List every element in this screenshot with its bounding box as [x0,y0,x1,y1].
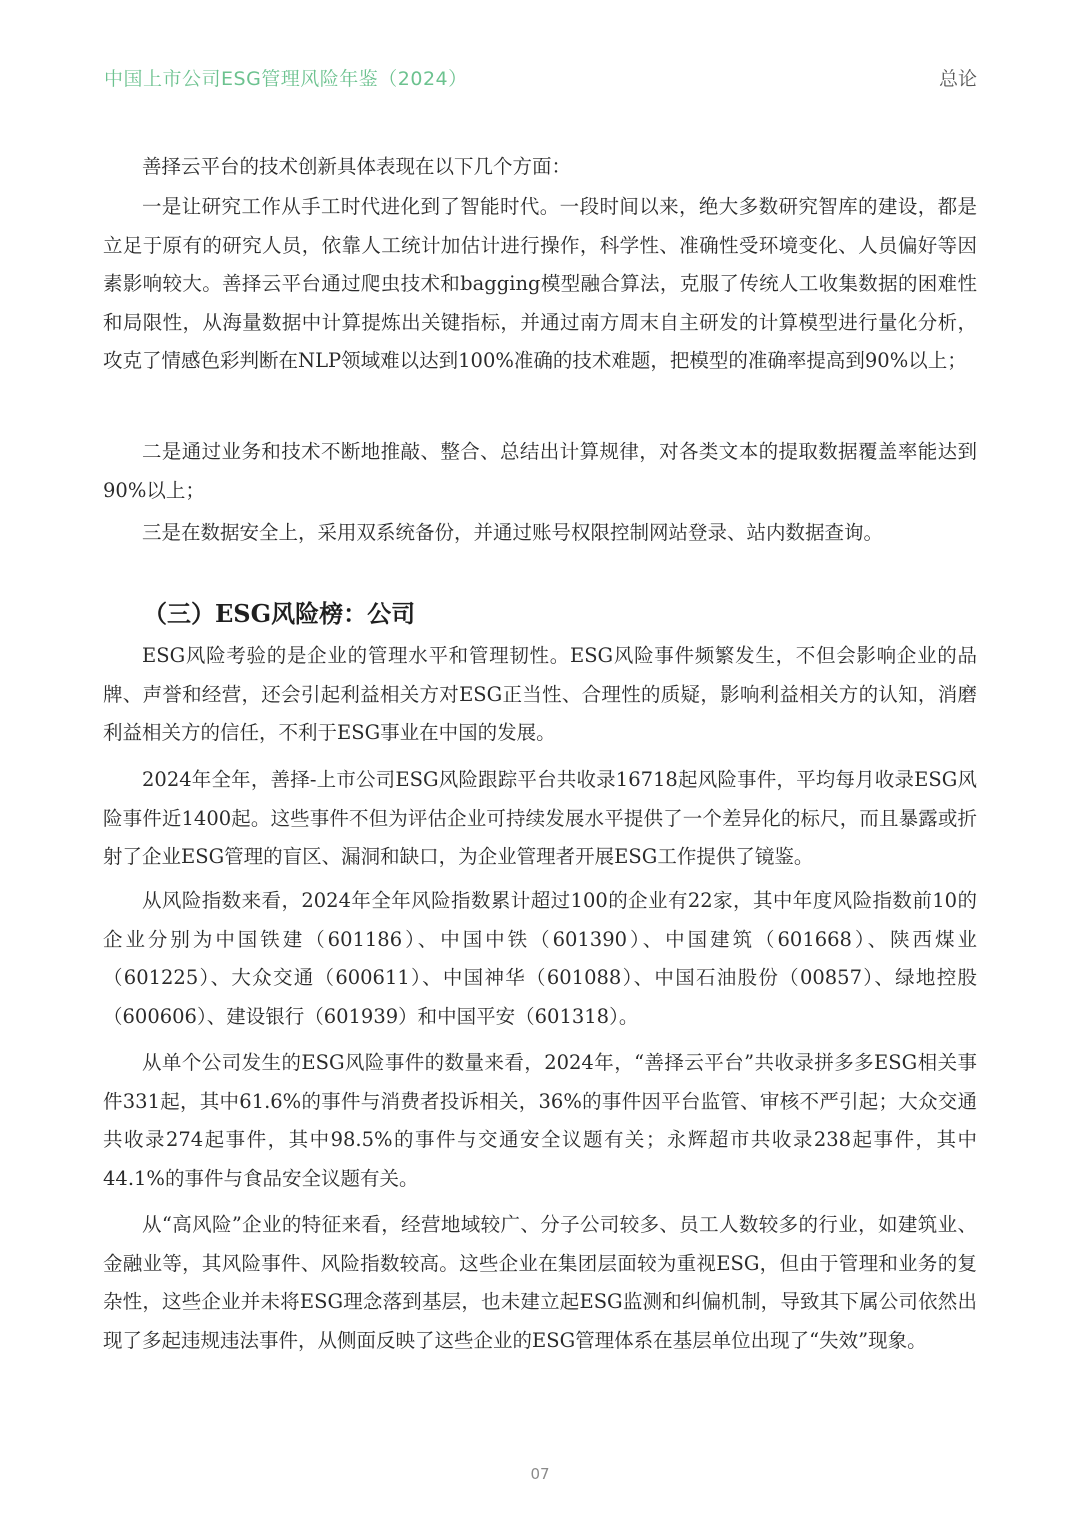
section-paragraph-4: 从单个公司发生的ESG风险事件的数量来看，2024年，“善择云平台”共收录拼多多ESG相关事件331起，其中61.6%的事件与消费者投诉相关，36%的事件因平台监管、审核不严引起；大众交通共收录274起事件，其中98.5%的事件与交通安全议题有关；永辉超市共收录238起事件，其中44.1%的事件与食品安全议题有关。 [103,1051,977,1190]
section-paragraph-3: 从风险指数来看，2024年全年风险指数累计超过100的企业有22家，其中年度风险指数前10的企业分别为中国铁建（601186）、中国中铁（601390）、中国建筑（601668）、陕西煤业（601225）、大众交通（600611）、中国神华（601088）、中国石油股份（00857）、绿地控股（600606）、建设银行（601939）和中国平安（601318）。 [103,889,977,1028]
section-heading: （三）ESG风险榜：公司 [143,599,416,628]
intro-point-2-paragraph: 二是通过业务和技术不断地推敲、整合、总结出计算规律，对各类文本的提取数据覆盖率能达到90%以上； [103,440,977,502]
section-paragraph-1: ESG风险考验的是企业的管理水平和管理韧性。ESG风险事件频繁发生，不但会影响企业的品牌、声誉和经营，还会引起利益相关方对ESG正当性、合理性的质疑，影响利益相关方的认知，消磨利益相关方的信任，不利于ESG事业在中国的发展。 [103,644,977,744]
running-header-title: 中国上市公司ESG管理风险年鉴（2024） [104,68,468,90]
running-header-section: 总论 [938,68,977,90]
intro-lead-paragraph: 善择云平台的技术创新具体表现在以下几个方面： [142,155,572,178]
page-number: 07 [530,1465,550,1483]
section-paragraph-5: 从“高风险”企业的特征来看，经营地域较广、分子公司较多、员工人数较多的行业，如建筑业、金融业等，其风险事件、风险指数较高。这些企业在集团层面较为重视ESG，但由于管理和业务的复杂性，这些企业并未将ESG理念落到基层，也未建立起ESG监测和纠偏机制，导致其下属公司依然出现了多起违规违法事件，从侧面反映了这些企业的ESG管理体系在基层单位出现了“失效”现象。 [103,1213,977,1352]
section-paragraph-2: 2024年全年，善择-上市公司ESG风险跟踪平台共收录16718起风险事件，平均每月收录ESG风险事件近1400起。这些事件不但为评估企业可持续发展水平提供了一个差异化的标尺，而且暴露或折射了企业ESG管理的盲区、漏洞和缺口，为企业管理者开展ESG工作提供了镜鉴。 [103,768,977,868]
intro-point-3-paragraph: 三是在数据安全上，采用双系统备份，并通过账号权限控制网站登录、站内数据查询。 [142,521,884,544]
intro-point-1-paragraph: 一是让研究工作从手工时代进化到了智能时代。一段时间以来，绝大多数研究智库的建设，都是立足于原有的研究人员，依靠人工统计加估计进行操作，科学性、准确性受环境变化、人员偏好等因素影响较大。善择云平台通过爬虫技术和bagging模型融合算法，克服了传统人工收集数据的困难性和局限性，从海量数据中计算提炼出关键指标，并通过南方周末自主研发的计算模型进行量化分析，攻克了情感色彩判断在NLP领域难以达到100%准确的技术难题，把模型的准确率提高到90%以上； [103,195,977,372]
